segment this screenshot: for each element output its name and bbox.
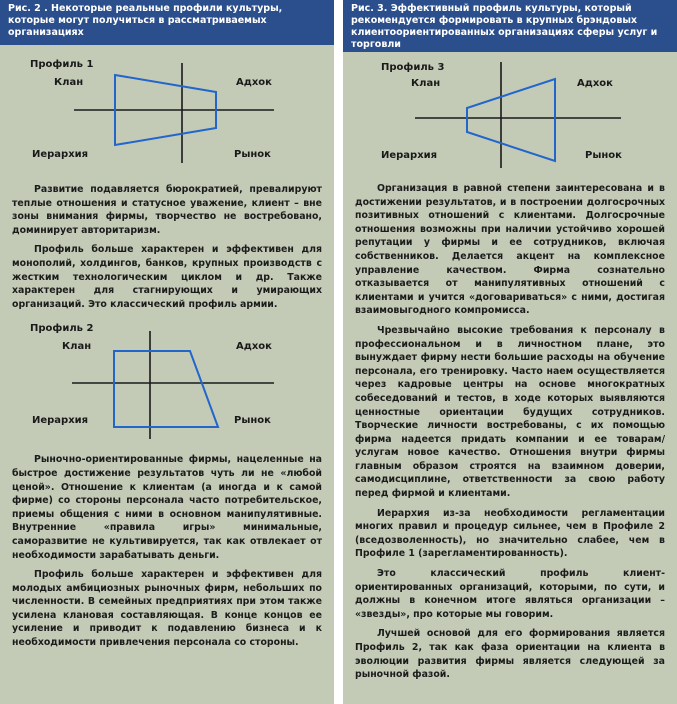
right-panel bbox=[343, 0, 677, 704]
profile-2-diagram bbox=[12, 323, 322, 447]
profile-2-title: Профиль 2 bbox=[30, 323, 94, 335]
left-paragraph-1: Развитие подавляется бюрократией, превалируют теплые отношения и статусное уважение, клиент – вне зоны внимания фирмы, творчество не востребовано, доминирует авторитаризм. bbox=[12, 184, 322, 236]
quadrant-label-clan: Клан bbox=[411, 78, 441, 89]
profile-2-graph bbox=[12, 323, 322, 447]
profile-3-shape bbox=[467, 79, 555, 161]
left-paragraph-2: Профиль больше характерен и эффективен для монополий, холдингов, банков, крупных производств с жестким технологическим циклом и др. Также характерен для стагнирующих и умирающих организаций. Это классический профиль армии. bbox=[12, 244, 322, 310]
quadrant-label-adhoc: Адхок bbox=[236, 341, 272, 353]
right-paragraph-2: Чрезвычайно высокие требования к персоналу в профессиональном и в личностном плане, это вынуждает фирму нести большие расходы на обучение персонала, его тренировку. Часто наем осуществляется через кадровые центры на основе многократных собеседований и тестов, в ходе которых выявляются ценностные ориентации будущих сотрудников. Творческие личности востребованы, с их помощью фирма надеется придать компании и ее товарам/услугам новое качество. Отношения внутри фирмы главным образом строятся на взаимном доверии, самодисциплине, ответственности за свою работу перед фирмой и клиентами. bbox=[355, 324, 665, 500]
quadrant-label-adhoc: Адхок bbox=[236, 77, 272, 88]
quadrant-label-hierarchy: Иерархия bbox=[381, 150, 438, 161]
right-paragraph-3: Иерархия из-за необходимости регламентации многих правил и процедур сильнее, чем в Профиле 2 (вседозволенность), но значительно слабее, чем в Профиле 1 (зарегламентированность). bbox=[355, 507, 665, 560]
right-paragraph-4: Это классический профиль клиент-ориентированных организаций, которыми, по сути, и должны в конечном итоге являться организации – «звезды», про которые мы говорим. bbox=[355, 568, 665, 620]
profile-1-title: Профиль 1 bbox=[30, 59, 94, 70]
profile-1-diagram bbox=[12, 55, 322, 175]
left-panel bbox=[0, 0, 334, 704]
quadrant-label-hierarchy: Иерархия bbox=[32, 415, 89, 427]
profile-2-shape bbox=[114, 351, 218, 427]
profile-3-diagram bbox=[355, 56, 665, 174]
quadrant-label-adhoc: Адхок bbox=[577, 78, 613, 89]
quadrant-label-market: Рынок bbox=[585, 150, 622, 161]
right-paragraph-5: Лучшей основой для его формирования является Профиль 2, так как фаза ориентации на клиента в эволюции развития фирмы является следующей за рыночной фазой. bbox=[355, 628, 665, 681]
left-paragraph-4: Профиль больше характерен и эффективен для молодых амбициозных рыночных фирм, небольших по численности. В семейных предприятиях при этом также усилена клановая составляющая. В конце концов ее усиление и приводит к подавлению бизнеса и к необходимости привлечения персонала со стороны. bbox=[12, 569, 322, 649]
quadrant-label-clan: Клан bbox=[54, 77, 84, 88]
profile-3-title: Профиль 3 bbox=[381, 62, 445, 73]
left-paragraph-3: Рыночно-ориентированные фирмы, нацеленные на быстрое достижение результатов чуть ли не «любой ценой». Отношение к клиентам (а иногда и к самой фирме) со стороны персонала часто потребительское, приемы общения с ними в основном манипулятивные. Внутренние «правила игры» минимальные, саморазвитие не культивируется, так как отвлекает от необходимости зарабатывать деньги. bbox=[12, 454, 322, 561]
figure-caption-2: Рис. 2 . Некоторые реальные профили культуры, которые могут получиться в рассматриваемых организациях bbox=[0, 0, 334, 45]
figure-caption-3: Рис. 3. Эффективный профиль культуры, который рекомендуется формировать в крупных брэндовых клиентоориентированных организациях сферы услуг и торговли bbox=[343, 0, 677, 52]
quadrant-label-market: Рынок bbox=[234, 415, 271, 427]
quadrant-label-clan: Клан bbox=[62, 341, 92, 353]
quadrant-label-market: Рынок bbox=[234, 149, 271, 160]
right-paragraph-1: Организация в равной степени заинтересована и в достижении результатов, и в построении долгосрочных позитивных отношений с клиентами. Долгосрочные отношения возможны при наличии устойчиво хорошей репутации у фирмы и ее сотрудников, включая собственников. Делается акцент на комплексное управление качеством. Фирма сознательно отказывается от манипулятивных отношений с клиентами и учится «договариваться» с ними, достигая взаимовыгодного компромисса. bbox=[355, 183, 665, 317]
quadrant-label-hierarchy: Иерархия bbox=[32, 149, 89, 160]
